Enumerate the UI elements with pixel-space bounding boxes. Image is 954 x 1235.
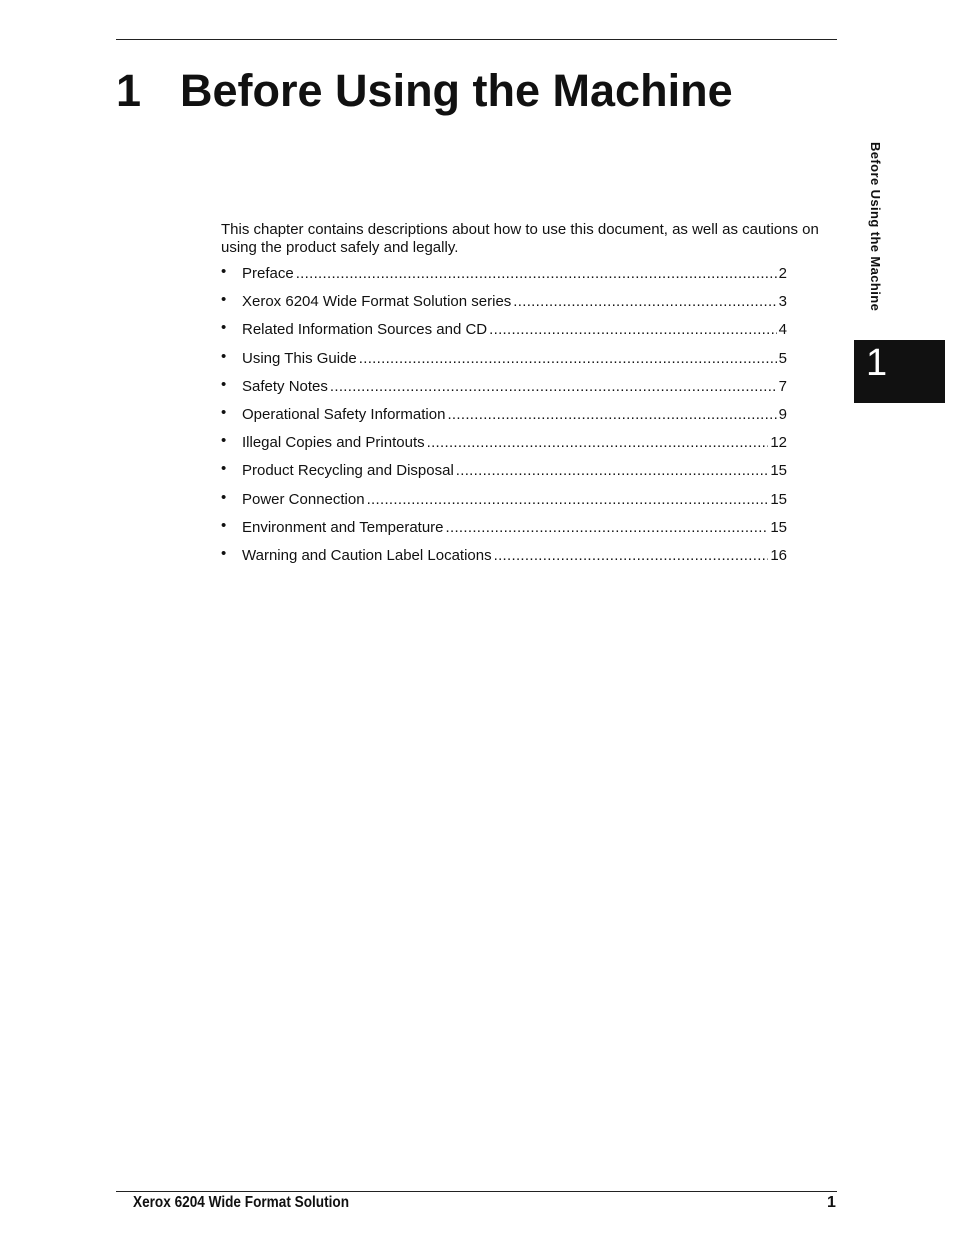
toc-item[interactable] — [221, 461, 787, 489]
bullet-icon: • — [221, 403, 227, 421]
intro-paragraph: This chapter contains descriptions about how to use this document, as well as cautions on using the product safely and legally. — [221, 221, 819, 256]
footer-title: Xerox 6204 Wide Format Solution — [133, 1194, 350, 1211]
dot-leader — [489, 320, 777, 340]
toc-item[interactable] — [221, 405, 787, 433]
toc-item-page: 16 — [770, 546, 787, 564]
footer-page-number: 1 — [827, 1194, 836, 1211]
toc-item[interactable] — [221, 518, 787, 546]
toc-item-page: 4 — [778, 321, 787, 339]
toc-item[interactable] — [221, 433, 787, 461]
toc-item-page: 5 — [778, 349, 787, 367]
dot-leader — [330, 377, 777, 397]
toc-item-page: 3 — [778, 293, 787, 311]
toc-item-page: 7 — [778, 377, 787, 395]
toc-item-page: 2 — [778, 265, 787, 282]
table-of-contents — [221, 264, 787, 574]
bullet-icon: • — [221, 432, 227, 450]
dot-leader — [494, 546, 769, 566]
dot-leader — [359, 349, 777, 369]
toc-item-title: Operational Safety Information — [242, 405, 446, 423]
toc-item-page: 15 — [770, 490, 787, 508]
toc-item-page: 15 — [770, 462, 787, 480]
dot-leader — [367, 490, 769, 510]
chapter-title-text: Before Using the Machine — [180, 65, 733, 116]
dot-leader — [296, 264, 777, 284]
toc-item[interactable] — [221, 349, 787, 377]
bullet-icon: • — [221, 488, 227, 506]
toc-item-title: Power Connection — [242, 490, 365, 508]
chapter-tab — [854, 340, 945, 403]
bullet-icon: • — [221, 375, 227, 393]
toc-item-title: Warning and Caution Label Locations — [242, 546, 492, 564]
toc-item-title: Using This Guide — [242, 349, 357, 367]
toc-item-title: Xerox 6204 Wide Format Solution series — [242, 293, 512, 311]
toc-item-title: Illegal Copies and Printouts — [242, 434, 425, 452]
chapter-title — [116, 64, 733, 118]
toc-item[interactable] — [221, 490, 787, 518]
toc-item-page: 12 — [770, 434, 787, 452]
dot-leader — [446, 518, 769, 538]
footer-rule — [116, 1191, 837, 1192]
toc-item-title: Environment and Temperature — [242, 518, 444, 536]
toc-item-title: Related Information Sources and CD — [242, 321, 488, 339]
bullet-icon: • — [221, 460, 227, 478]
bullet-icon: • — [221, 319, 227, 337]
dot-leader — [456, 461, 769, 481]
dot-leader — [427, 433, 769, 453]
bullet-icon: • — [221, 544, 227, 562]
toc-item-title: Preface — [242, 265, 294, 282]
toc-item-title: Product Recycling and Disposal — [242, 462, 454, 480]
chapter-tab-number: 1 — [866, 342, 888, 384]
toc-item[interactable] — [221, 320, 787, 348]
toc-item-title: Safety Notes — [242, 377, 328, 395]
bullet-icon: • — [221, 263, 227, 280]
bullet-icon: • — [221, 516, 227, 534]
toc-item-page: 9 — [778, 405, 787, 423]
toc-item-page: 15 — [770, 518, 787, 536]
toc-item[interactable] — [221, 292, 787, 320]
toc-item[interactable] — [221, 264, 787, 292]
chapter-number: 1 — [116, 65, 142, 116]
toc-item[interactable] — [221, 377, 787, 405]
bullet-icon: • — [221, 347, 227, 365]
toc-item[interactable] — [221, 546, 787, 574]
dot-leader — [513, 292, 776, 312]
top-rule — [116, 39, 837, 40]
side-tab-label: Before Using the Machine — [868, 142, 883, 312]
bullet-icon: • — [221, 291, 227, 309]
dot-leader — [447, 405, 776, 425]
